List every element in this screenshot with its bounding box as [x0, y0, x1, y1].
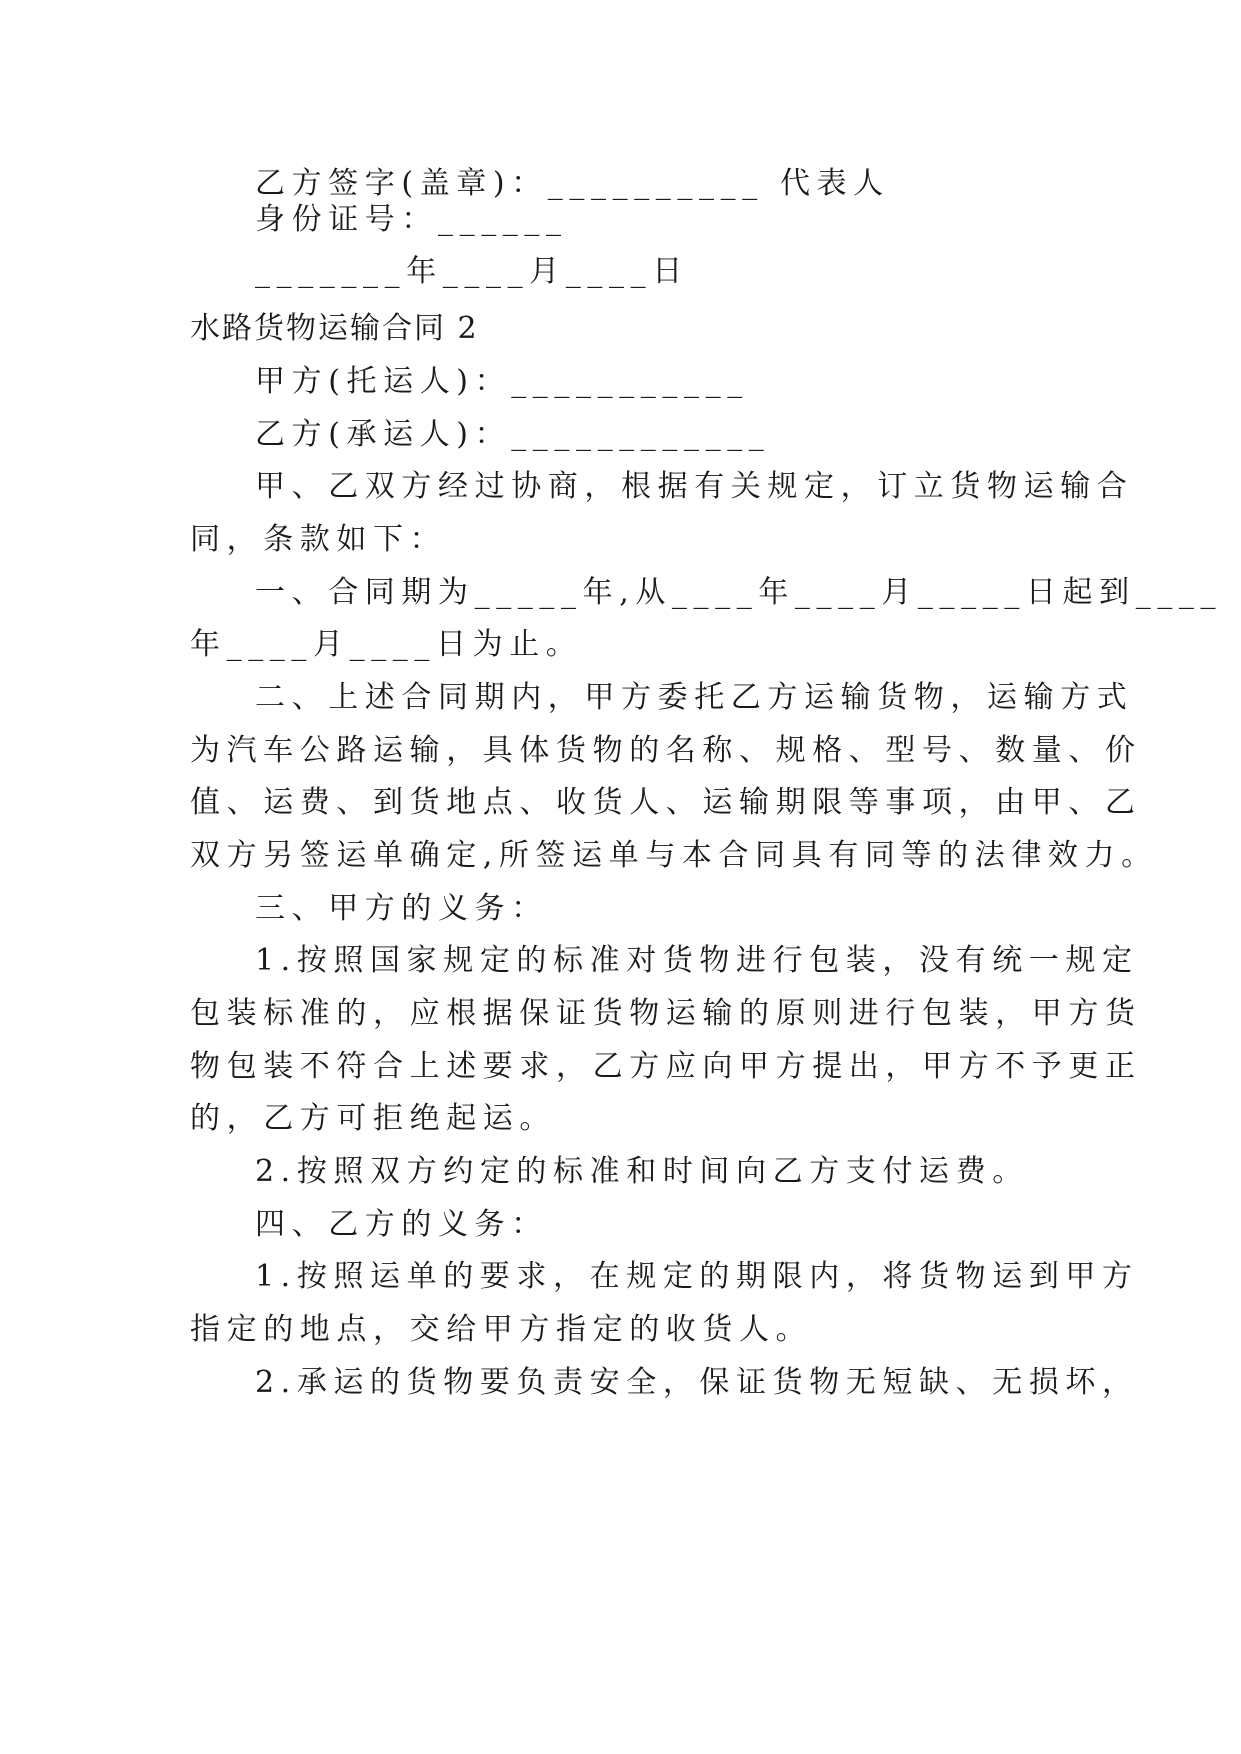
- clause-3-item-1-line-1: 1.按照国家规定的标准对货物进行包装，没有统一规定: [255, 943, 1139, 978]
- id-number-line: 身份证号：______: [255, 202, 568, 237]
- clause-3-item-1-line-2: 包装标准的，应根据保证货物运输的原则进行包装，甲方货: [190, 996, 1142, 1031]
- contract-title: 水路货物运输合同 2: [190, 311, 479, 346]
- clause-3-item-1-line-3: 物包装不符合上述要求，乙方应向甲方提出，甲方不予更正: [190, 1049, 1142, 1084]
- clause-1-line-1: 一、合同期为_____年,从____年____月_____日起到____: [255, 575, 1223, 610]
- clause-4-item-1-line-1: 1.按照运单的要求，在规定的期限内，将货物运到甲方: [255, 1259, 1139, 1294]
- party-a-line: 甲方(托运人)：___________: [255, 364, 749, 399]
- paragraph-intro-line-1: 甲、乙双方经过协商，根据有关规定，订立货物运输合: [255, 469, 1134, 504]
- clause-4-item-1-line-2: 指定的地点，交给甲方指定的收货人。: [190, 1312, 813, 1347]
- clause-1-line-2: 年____月____日为止。: [190, 627, 583, 662]
- paragraph-intro-line-2: 同，条款如下：: [190, 522, 447, 557]
- clause-3-item-1-line-4: 的，乙方可拒绝起运。: [190, 1101, 556, 1136]
- clause-2-line-4: 双方另签运单确定,所签运单与本合同具有同等的法律效力。: [190, 838, 1158, 873]
- party-b-line: 乙方(承运人)：____________: [255, 417, 771, 452]
- clause-4-item-2-line-1: 2.承运的货物要负责安全，保证货物无短缺、无损坏，: [255, 1365, 1139, 1400]
- clause-2-line-3: 值、运费、到货地点、收货人、运输期限等事项，由甲、乙: [190, 785, 1142, 820]
- signature-line-party-b: 乙方签字(盖章)：__________ 代表人: [255, 166, 890, 201]
- clause-3-item-2: 2.按照双方约定的标准和时间向乙方支付运费。: [255, 1154, 1029, 1189]
- clause-2-line-2: 为汽车公路运输，具体货物的名称、规格、型号、数量、价: [190, 733, 1142, 768]
- date-line: _______年____月____日: [255, 254, 689, 289]
- clause-4-heading: 四、乙方的义务：: [255, 1207, 548, 1242]
- clause-2-line-1: 二、上述合同期内，甲方委托乙方运输货物，运输方式: [255, 680, 1134, 715]
- clause-3-heading: 三、甲方的义务：: [255, 891, 548, 926]
